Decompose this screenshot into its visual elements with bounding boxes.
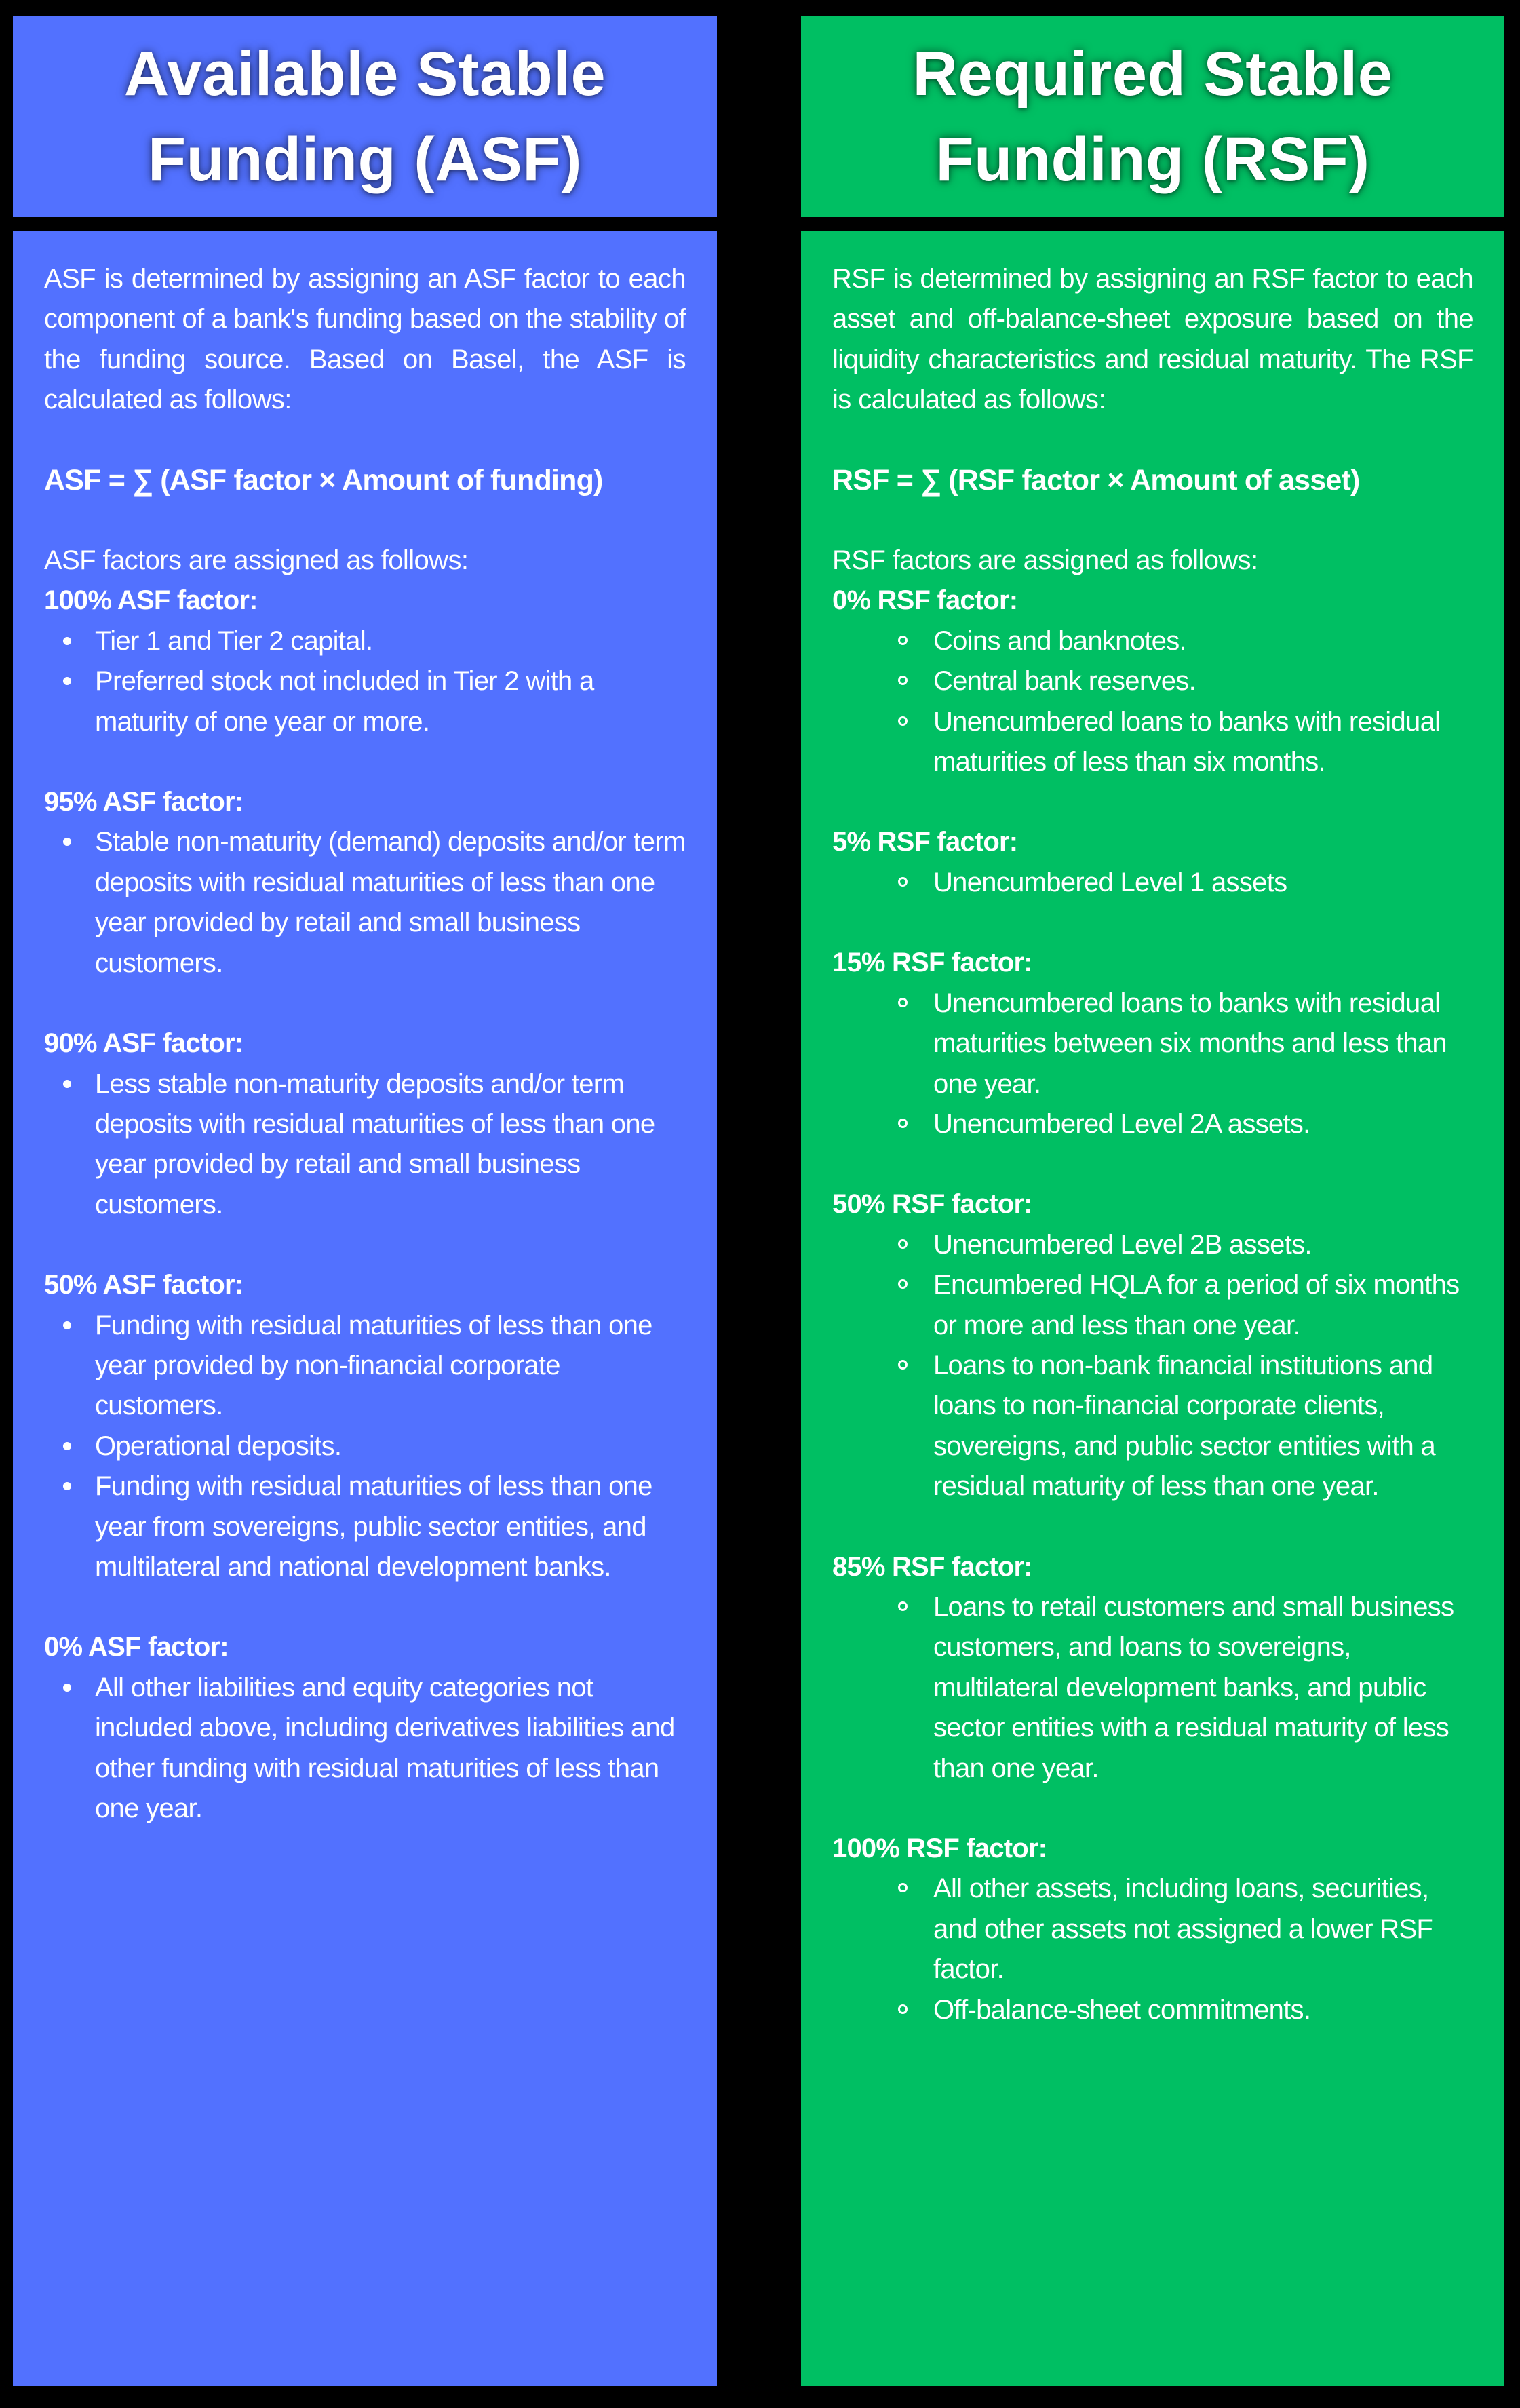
rsf-assigned-label: RSF factors are assigned as follows: bbox=[832, 545, 1258, 576]
rsf-factor-group bbox=[832, 943, 1473, 1144]
filled-disc-bullet-icon bbox=[63, 1684, 71, 1692]
asf-intro: ASF is determined by assigning an ASF factor to each component of a bank's funding based on the stability of the funding source. Based on Basel, the ASF is calculated as follows: bbox=[44, 264, 686, 415]
rsf-formula: RSF = ∑ (RSF factor × Amount of asset) bbox=[832, 463, 1360, 497]
filled-disc-bullet-icon bbox=[63, 1482, 71, 1490]
list-item-text: Unencumbered Level 2A assets. bbox=[933, 1108, 1310, 1139]
list-item-text: Funding with residual maturities of less than one year provided by non-financial corporate customers. bbox=[95, 1310, 652, 1421]
filled-disc-bullet-icon bbox=[63, 1442, 71, 1450]
list-item-text: All other assets, including loans, securities, and other assets not assigned a lower RSF factor. bbox=[933, 1873, 1433, 1985]
filled-disc-bullet-icon bbox=[63, 677, 71, 685]
list-item-text: Preferred stock not included in Tier 2 with a maturity of one year or more. bbox=[95, 666, 594, 737]
rsf-factor-group bbox=[832, 1547, 1473, 1789]
list-item-text: Unencumbered loans to banks with residual maturities between six months and less than one year. bbox=[933, 988, 1447, 1099]
filled-disc-bullet-icon bbox=[63, 1321, 71, 1329]
hollow-circle-bullet-icon bbox=[898, 1601, 908, 1611]
list-item bbox=[832, 1104, 1473, 1144]
list-item-text: Stable non-maturity (demand) deposits and/or term deposits with residual maturities of less than one year provided by retail and small business customers. bbox=[95, 827, 686, 978]
hollow-circle-bullet-icon bbox=[898, 877, 908, 887]
asf-factor-title: 100% ASF factor: bbox=[44, 585, 258, 616]
rsf-factor-list bbox=[832, 621, 1473, 783]
list-item bbox=[832, 1869, 1473, 1989]
list-item bbox=[832, 984, 1473, 1104]
rsf-factor-title: 100% RSF factor: bbox=[832, 1833, 1047, 1863]
asf-factor-title: 95% ASF factor: bbox=[44, 787, 243, 817]
list-item-text: Central bank reserves. bbox=[933, 666, 1196, 697]
asf-factor-group bbox=[44, 581, 686, 742]
list-item bbox=[832, 621, 1473, 661]
rsf-factor-group bbox=[832, 581, 1473, 782]
rsf-factor-list bbox=[832, 1869, 1473, 2030]
list-item-text: Funding with residual maturities of less than one year from sovereigns, public sector entities, and multilateral and national development banks. bbox=[95, 1471, 652, 1582]
list-item bbox=[44, 621, 686, 661]
asf-factor-title: 90% ASF factor: bbox=[44, 1028, 243, 1059]
list-item bbox=[44, 822, 686, 984]
rsf-factor-title: 0% RSF factor: bbox=[832, 585, 1018, 616]
list-item bbox=[44, 1064, 686, 1226]
rsf-factor-list bbox=[832, 984, 1473, 1145]
asf-factor-list bbox=[44, 1306, 686, 1588]
list-item-text: Loans to retail customers and small business customers, and loans to sovereigns, multilateral development banks, and public sector entities with a residual maturity of less than one year. bbox=[933, 1591, 1454, 1783]
rsf-intro: RSF is determined by assigning an RSF factor to each asset and off-balance-sheet exposure based on the liquidity characteristics and residual maturity. The RSF is calculated as follows: bbox=[832, 264, 1473, 415]
hollow-circle-bullet-icon bbox=[898, 636, 908, 645]
hollow-circle-bullet-icon bbox=[898, 1119, 908, 1128]
rsf-factor-group bbox=[832, 1184, 1473, 1507]
asf-factor-group bbox=[44, 782, 686, 984]
hollow-circle-bullet-icon bbox=[898, 998, 908, 1007]
asf-factor-groups bbox=[44, 581, 686, 1829]
rsf-header-panel bbox=[801, 16, 1504, 217]
list-item bbox=[832, 1225, 1473, 1265]
asf-factor-list bbox=[44, 822, 686, 984]
filled-disc-bullet-icon bbox=[63, 838, 71, 846]
list-item-text: Encumbered HQLA for a period of six months or more and less than one year. bbox=[933, 1270, 1460, 1340]
list-item-text: Unencumbered Level 1 assets bbox=[933, 867, 1287, 897]
list-item-text: All other liabilities and equity categories not included above, including derivatives liabilities and other funding with residual maturities of less than one year. bbox=[95, 1672, 675, 1823]
asf-title: Available Stable Funding (ASF) bbox=[123, 39, 606, 194]
list-item bbox=[832, 702, 1473, 783]
rsf-factor-list bbox=[832, 863, 1473, 903]
list-item bbox=[44, 1467, 686, 1587]
rsf-factor-list bbox=[832, 1587, 1473, 1789]
asf-factor-group bbox=[44, 1024, 686, 1225]
asf-factor-list bbox=[44, 1064, 686, 1226]
list-item-text: Operational deposits. bbox=[95, 1431, 342, 1461]
list-item bbox=[44, 1426, 686, 1467]
list-item-text: Unencumbered loans to banks with residual maturities of less than six months. bbox=[933, 706, 1441, 777]
list-item bbox=[44, 661, 686, 742]
list-item-text: Tier 1 and Tier 2 capital. bbox=[95, 625, 373, 656]
asf-assigned-label: ASF factors are assigned as follows: bbox=[44, 545, 469, 576]
list-item bbox=[832, 1990, 1473, 2030]
rsf-body-panel bbox=[801, 231, 1504, 2386]
asf-factor-list bbox=[44, 1668, 686, 1829]
asf-factor-title: 0% ASF factor: bbox=[44, 1632, 229, 1663]
hollow-circle-bullet-icon bbox=[898, 676, 908, 685]
list-item-text: Coins and banknotes. bbox=[933, 625, 1186, 656]
list-item-text: Less stable non-maturity deposits and/or term deposits with residual maturities of less than one year provided by retail and small business customers. bbox=[95, 1068, 655, 1220]
rsf-factor-title: 15% RSF factor: bbox=[832, 948, 1032, 978]
list-item bbox=[832, 863, 1473, 903]
asf-factor-list bbox=[44, 621, 686, 742]
list-item bbox=[832, 1587, 1473, 1789]
list-item bbox=[832, 1346, 1473, 1507]
asf-factor-group bbox=[44, 1627, 686, 1829]
hollow-circle-bullet-icon bbox=[898, 1883, 908, 1892]
asf-header-panel bbox=[13, 16, 717, 217]
rsf-factor-group bbox=[832, 1829, 1473, 2030]
rsf-factor-title: 5% RSF factor: bbox=[832, 827, 1018, 857]
list-item bbox=[44, 1668, 686, 1829]
list-item bbox=[44, 1306, 686, 1426]
list-item-text: Off-balance-sheet commitments. bbox=[933, 1994, 1311, 2025]
list-item-text: Unencumbered Level 2B assets. bbox=[933, 1229, 1312, 1260]
hollow-circle-bullet-icon bbox=[898, 716, 908, 726]
rsf-factor-group bbox=[832, 822, 1473, 903]
filled-disc-bullet-icon bbox=[63, 1080, 71, 1088]
list-item bbox=[832, 661, 1473, 701]
hollow-circle-bullet-icon bbox=[898, 1279, 908, 1289]
filled-disc-bullet-icon bbox=[63, 637, 71, 645]
asf-factor-title: 50% ASF factor: bbox=[44, 1270, 243, 1300]
list-item-text: Loans to non-bank financial institutions and loans to non-financial corporate clients, sovereigns, and public sector entities with a residual maturity of less than one year. bbox=[933, 1350, 1436, 1502]
rsf-factor-list bbox=[832, 1225, 1473, 1507]
asf-factor-group bbox=[44, 1265, 686, 1587]
list-item bbox=[832, 1265, 1473, 1346]
hollow-circle-bullet-icon bbox=[898, 1360, 908, 1370]
rsf-title: Required Stable Funding (RSF) bbox=[912, 39, 1393, 194]
rsf-factor-groups bbox=[832, 581, 1473, 2030]
hollow-circle-bullet-icon bbox=[898, 1239, 908, 1249]
rsf-factor-title: 50% RSF factor: bbox=[832, 1189, 1032, 1220]
asf-body-panel bbox=[13, 231, 717, 2386]
hollow-circle-bullet-icon bbox=[898, 2004, 908, 2014]
rsf-factor-title: 85% RSF factor: bbox=[832, 1551, 1032, 1582]
asf-formula: ASF = ∑ (ASF factor × Amount of funding) bbox=[44, 463, 603, 497]
